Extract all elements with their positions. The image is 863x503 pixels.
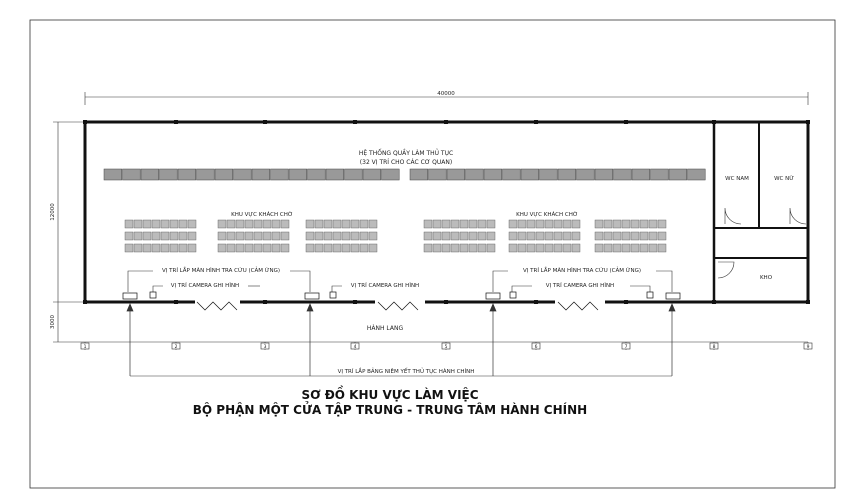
waiting-seat <box>254 232 262 240</box>
wall-post <box>806 120 810 124</box>
wall-post <box>353 300 357 304</box>
notice-board-arrowhead <box>669 304 675 311</box>
axis-marker-label: 7 <box>624 345 628 350</box>
service-counter <box>669 169 687 180</box>
waiting-seat <box>152 220 160 228</box>
waiting-seat <box>554 244 562 252</box>
service-counter <box>410 169 428 180</box>
storage-label: KHO <box>759 275 773 281</box>
waiting-seat <box>563 244 571 252</box>
wall-post <box>83 120 87 124</box>
waiting-seat <box>640 220 648 228</box>
waiting-seat <box>360 232 368 240</box>
service-counter <box>466 169 484 180</box>
service-counter <box>141 169 159 180</box>
waiting-seat <box>263 232 271 240</box>
waiting-seat <box>170 232 178 240</box>
waiting-seat <box>424 220 432 228</box>
waiting-seat <box>631 244 639 252</box>
waiting-seat <box>351 232 359 240</box>
waiting-seat <box>460 232 468 240</box>
waiting-seat <box>315 232 323 240</box>
waiting-seat <box>245 220 253 228</box>
wall-post <box>444 300 448 304</box>
waiting-seat <box>281 220 289 228</box>
storage-door-swing <box>718 262 734 278</box>
wall-post <box>174 120 178 124</box>
waiting-seat <box>460 244 468 252</box>
service-counter <box>160 169 178 180</box>
waiting-seat <box>613 232 621 240</box>
waiting-seat <box>509 220 517 228</box>
notice-board-arrowhead <box>490 304 496 311</box>
waiting-seat <box>170 244 178 252</box>
waiting-seat <box>469 220 477 228</box>
waiting-seat <box>595 232 603 240</box>
waiting-seat <box>527 244 535 252</box>
wc-door-swing <box>725 208 741 224</box>
waiting-seat <box>324 232 332 240</box>
waiting-seat <box>536 244 544 252</box>
axis-marker-label: 4 <box>353 345 357 350</box>
wall-post <box>83 300 87 304</box>
service-counter <box>688 169 706 180</box>
waiting-seat <box>306 232 314 240</box>
waiting-seat <box>236 244 244 252</box>
waiting-seat <box>125 220 133 228</box>
waiting-seat <box>170 220 178 228</box>
waiting-seat <box>306 244 314 252</box>
notice-board-arrowhead <box>307 304 313 311</box>
service-counter <box>484 169 502 180</box>
service-counter <box>558 169 576 180</box>
wall-post <box>624 120 628 124</box>
waiting-seat <box>369 244 377 252</box>
waiting-seat <box>469 232 477 240</box>
waiting-seat <box>342 220 350 228</box>
service-counter <box>326 169 344 180</box>
notice-board-arrows <box>127 304 675 376</box>
waiting-seat <box>245 244 253 252</box>
waiting-seat <box>433 220 441 228</box>
touch-screen-label-right: VỊ TRÍ LẮP MÀN HÌNH TRA CỨU (CẢM ỨNG) <box>523 268 641 274</box>
waiting-seat <box>188 244 196 252</box>
waiting-seat <box>487 232 495 240</box>
wall-post <box>263 120 267 124</box>
axis-marker-label: 5 <box>444 345 448 350</box>
kiosk-markers <box>123 292 680 299</box>
waiting-seat <box>545 232 553 240</box>
service-counter <box>215 169 233 180</box>
service-counter <box>429 169 447 180</box>
waiting-seat <box>161 232 169 240</box>
service-counter-row <box>104 169 705 180</box>
waiting-seat <box>487 220 495 228</box>
waiting-seat <box>125 232 133 240</box>
waiting-seat <box>351 244 359 252</box>
waiting-seat <box>188 232 196 240</box>
waiting-seat <box>478 232 486 240</box>
waiting-seat <box>563 232 571 240</box>
depth-dimension <box>50 122 85 342</box>
wall-post <box>712 300 716 304</box>
waiting-seat <box>649 244 657 252</box>
waiting-seat <box>218 232 226 240</box>
waiting-seat <box>518 232 526 240</box>
waiting-seat <box>572 244 580 252</box>
service-counter <box>382 169 400 180</box>
waiting-seat <box>281 232 289 240</box>
waiting-seat <box>152 232 160 240</box>
wall-post <box>534 300 538 304</box>
service-counter <box>104 169 122 180</box>
service-counters-label: HỆ THỐNG QUẦY LÀM THỦ TỤC <box>358 150 454 157</box>
waiting-seat <box>536 232 544 240</box>
waiting-seat <box>179 232 187 240</box>
axis-marker-label: 3 <box>263 345 267 350</box>
waiting-area-label-left: KHU VỰC KHÁCH CHỜ <box>231 212 293 218</box>
waiting-seat <box>478 244 486 252</box>
waiting-seat <box>527 232 535 240</box>
camera-label-1: VỊ TRÍ CAMERA GHI HÌNH <box>170 283 240 289</box>
waiting-seat <box>451 220 459 228</box>
corridor-label: HÀNH LANG <box>366 325 404 332</box>
wall-post <box>534 120 538 124</box>
waiting-seat <box>563 220 571 228</box>
waiting-seat <box>424 232 432 240</box>
waiting-seat <box>433 244 441 252</box>
service-counter <box>577 169 595 180</box>
plan-subtitle: BỘ PHẬN MỘT CỬA TẬP TRUNG - TRUNG TÂM HÀNH CHÍNH <box>192 403 588 417</box>
waiting-seat <box>604 244 612 252</box>
waiting-seat <box>460 220 468 228</box>
service-counter <box>632 169 650 180</box>
service-counter <box>197 169 215 180</box>
waiting-seat <box>161 220 169 228</box>
waiting-seat <box>272 232 280 240</box>
waiting-seat <box>478 220 486 228</box>
service-counter <box>540 169 558 180</box>
service-counter <box>271 169 289 180</box>
service-counter <box>289 169 307 180</box>
waiting-seat <box>152 244 160 252</box>
axis-markers <box>81 342 812 350</box>
waiting-seat <box>272 220 280 228</box>
service-counter <box>447 169 465 180</box>
waiting-seat <box>333 244 341 252</box>
waiting-seat <box>227 220 235 228</box>
waiting-seat <box>622 220 630 228</box>
waiting-seat <box>518 244 526 252</box>
waiting-seat <box>143 220 151 228</box>
axis-marker-label: 2 <box>174 345 178 350</box>
wall-post <box>712 120 716 124</box>
waiting-seat <box>134 232 142 240</box>
waiting-seat <box>424 244 432 252</box>
waiting-seat <box>595 220 603 228</box>
waiting-seat <box>188 220 196 228</box>
building-walls <box>85 122 808 302</box>
waiting-seats <box>125 220 666 252</box>
waiting-seat <box>333 220 341 228</box>
notice-board-label: VỊ TRÍ LẮP BẢNG NIÊM YẾT THỦ TỤC HÀNH CHÍNH <box>337 369 475 375</box>
waiting-seat <box>640 232 648 240</box>
waiting-seat <box>125 244 133 252</box>
wall-post <box>806 300 810 304</box>
service-counter <box>614 169 632 180</box>
waiting-seat <box>179 244 187 252</box>
waiting-seat <box>658 220 666 228</box>
waiting-seat <box>442 244 450 252</box>
waiting-seat <box>554 220 562 228</box>
axis-marker-label: 8 <box>712 345 716 350</box>
axis-marker-label: 6 <box>534 345 538 350</box>
waiting-seat <box>245 232 253 240</box>
axis-marker-label: 9 <box>806 345 810 350</box>
waiting-seat <box>527 220 535 228</box>
service-counter <box>595 169 613 180</box>
waiting-seat <box>161 244 169 252</box>
waiting-seat <box>369 220 377 228</box>
waiting-seat <box>360 220 368 228</box>
waiting-seat <box>518 220 526 228</box>
waiting-seat <box>509 244 517 252</box>
waiting-seat <box>134 244 142 252</box>
wc-male-label: WC NAM <box>725 176 749 182</box>
service-counter <box>308 169 326 180</box>
waiting-seat <box>451 244 459 252</box>
service-counter <box>123 169 141 180</box>
wall-post <box>353 120 357 124</box>
waiting-seat <box>649 232 657 240</box>
waiting-seat <box>254 220 262 228</box>
touch-screen-label-left: VỊ TRÍ LẮP MÀN HÌNH TRA CỨU (CẢM ỨNG) <box>162 268 280 274</box>
waiting-seat <box>622 232 630 240</box>
wall-post <box>174 300 178 304</box>
waiting-seat <box>451 232 459 240</box>
waiting-seat <box>263 244 271 252</box>
waiting-seat <box>554 232 562 240</box>
waiting-seat <box>631 220 639 228</box>
waiting-seat <box>631 232 639 240</box>
waiting-seat <box>442 232 450 240</box>
service-counter <box>178 169 196 180</box>
camera-label-2: VỊ TRÍ CAMERA GHI HÌNH <box>350 283 420 289</box>
overall-width-label: 40000 <box>437 91 455 97</box>
wall-posts <box>83 120 810 304</box>
waiting-seat <box>536 220 544 228</box>
waiting-seat <box>263 220 271 228</box>
waiting-seat <box>143 232 151 240</box>
waiting-seat <box>342 232 350 240</box>
wall-post <box>624 300 628 304</box>
service-counter <box>234 169 252 180</box>
waiting-seat <box>227 244 235 252</box>
wc-door-swing <box>790 208 806 224</box>
main-depth-label: 12000 <box>50 203 56 221</box>
waiting-seat <box>658 232 666 240</box>
service-counter <box>252 169 270 180</box>
waiting-seat <box>572 232 580 240</box>
axis-marker-label: 1 <box>83 345 87 350</box>
waiting-seat <box>545 220 553 228</box>
waiting-seat <box>324 244 332 252</box>
waiting-seat <box>613 244 621 252</box>
waiting-seat <box>622 244 630 252</box>
waiting-seat <box>509 232 517 240</box>
waiting-seat <box>254 244 262 252</box>
waiting-seat <box>360 244 368 252</box>
waiting-seat <box>613 220 621 228</box>
waiting-seat <box>134 220 142 228</box>
waiting-seat <box>604 220 612 228</box>
waiting-seat <box>227 232 235 240</box>
waiting-seat <box>604 232 612 240</box>
waiting-seat <box>179 220 187 228</box>
waiting-seat <box>469 244 477 252</box>
waiting-seat <box>218 220 226 228</box>
waiting-seat <box>272 244 280 252</box>
service-counter <box>345 169 363 180</box>
waiting-seat <box>315 244 323 252</box>
wall-post <box>444 120 448 124</box>
waiting-seat <box>433 232 441 240</box>
waiting-seat <box>324 220 332 228</box>
corridor-depth-label: 3000 <box>50 315 56 329</box>
service-counters-sublabel: (32 VỊ TRÍ CHO CÁC CƠ QUAN) <box>359 159 453 166</box>
waiting-seat <box>572 220 580 228</box>
overall-width-dimension <box>85 91 808 105</box>
waiting-seat <box>658 244 666 252</box>
service-counter <box>363 169 381 180</box>
waiting-seat <box>649 220 657 228</box>
service-counter <box>651 169 669 180</box>
wc-female-label: WC NỮ <box>774 176 794 182</box>
service-counter <box>503 169 521 180</box>
camera-label-3: VỊ TRÍ CAMERA GHI HÌNH <box>545 283 615 289</box>
waiting-seat <box>306 220 314 228</box>
plan-title: SƠ ĐỒ KHU VỰC LÀM VIỆC <box>301 388 479 402</box>
waiting-area-label-right: KHU VỰC KHÁCH CHỜ <box>516 212 578 218</box>
wall-post <box>263 300 267 304</box>
waiting-seat <box>281 244 289 252</box>
waiting-seat <box>640 244 648 252</box>
waiting-seat <box>315 220 323 228</box>
waiting-seat <box>236 220 244 228</box>
waiting-seat <box>369 232 377 240</box>
waiting-seat <box>218 244 226 252</box>
waiting-seat <box>342 244 350 252</box>
waiting-seat <box>236 232 244 240</box>
waiting-seat <box>351 220 359 228</box>
service-counter <box>521 169 539 180</box>
waiting-seat <box>143 244 151 252</box>
notice-board-arrowhead <box>127 304 133 311</box>
waiting-seat <box>442 220 450 228</box>
waiting-seat <box>333 232 341 240</box>
waiting-seat <box>487 244 495 252</box>
waiting-seat <box>595 244 603 252</box>
waiting-seat <box>545 244 553 252</box>
